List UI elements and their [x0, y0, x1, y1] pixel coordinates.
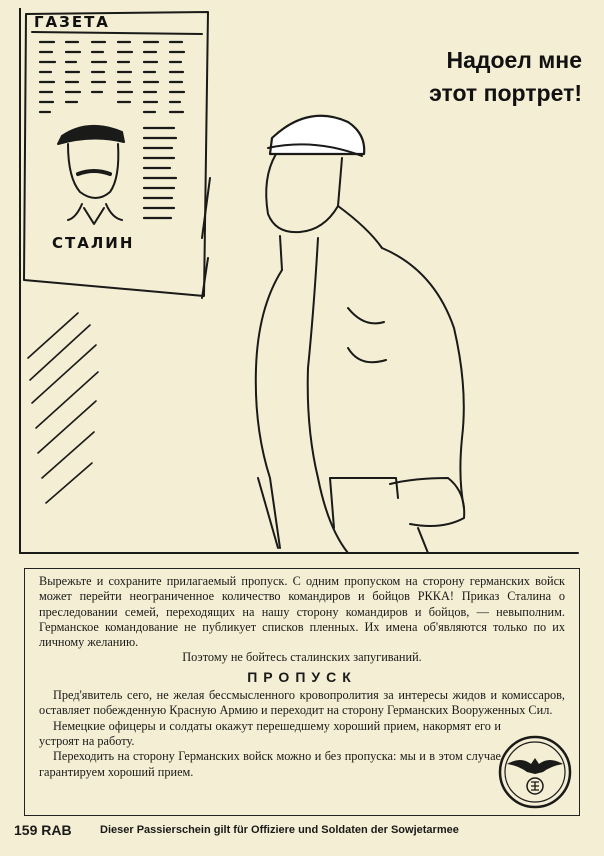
- intro-paragraph: Вырежьте и сохраните прилагаемый пропуск. С одним пропуском на сторону германских войск может перейти неограниченное количество командиров и бойцов РККА! Приказ Сталина о преследовании семей, переходящих на нашу сторону командиров и бойцов, — невыполним. Германское командование не публикует списков пленных. Их имена об'являются только по их личному желанию.: [39, 574, 565, 650]
- headline: [372, 44, 582, 110]
- pass-body: Пред'явитель сего, не желая бессмысленного кровопролития за интересы жидов и комиссаров, оставляет побежденную Красную Армию и переходит на сторону Германских Вооруженных Сил.: [39, 688, 565, 718]
- leaflet-code: 159 RAB: [14, 822, 72, 838]
- officers-paragraph: Немецкие офицеры и солдаты окажут перешедшему хороший прием, накормят его и устроят на работу.: [39, 718, 501, 748]
- soldier-figure: [256, 116, 464, 553]
- stalin-portrait: [58, 126, 124, 224]
- headline-line-1: Надоел мне: [446, 47, 582, 73]
- eagle-swastika-emblem-icon: [497, 734, 573, 810]
- intro-last-line: Поэтому не бойтесь сталинских запугиваний.: [182, 650, 422, 665]
- footer-text: Dieser Passierschein gilt für Offiziere und Soldaten der Sowjetarmee: [100, 824, 459, 836]
- without-pass-paragraph: Переходить на сторону Германских войск можно и без пропуска: мы и в этом случае гарантируем хороший прием.: [39, 749, 501, 779]
- newspaper-title: ГАЗЕТА: [34, 13, 110, 31]
- pass-title: ПРОПУСК: [247, 668, 357, 685]
- headline-line-2: этот портрет!: [429, 80, 582, 106]
- portrait-caption: СТАЛИН: [52, 234, 135, 252]
- leaflet-pass-box: [24, 568, 580, 816]
- wall-hatching: [28, 313, 98, 503]
- leaflet-text: [39, 574, 565, 780]
- newspaper-sheet: [24, 12, 208, 296]
